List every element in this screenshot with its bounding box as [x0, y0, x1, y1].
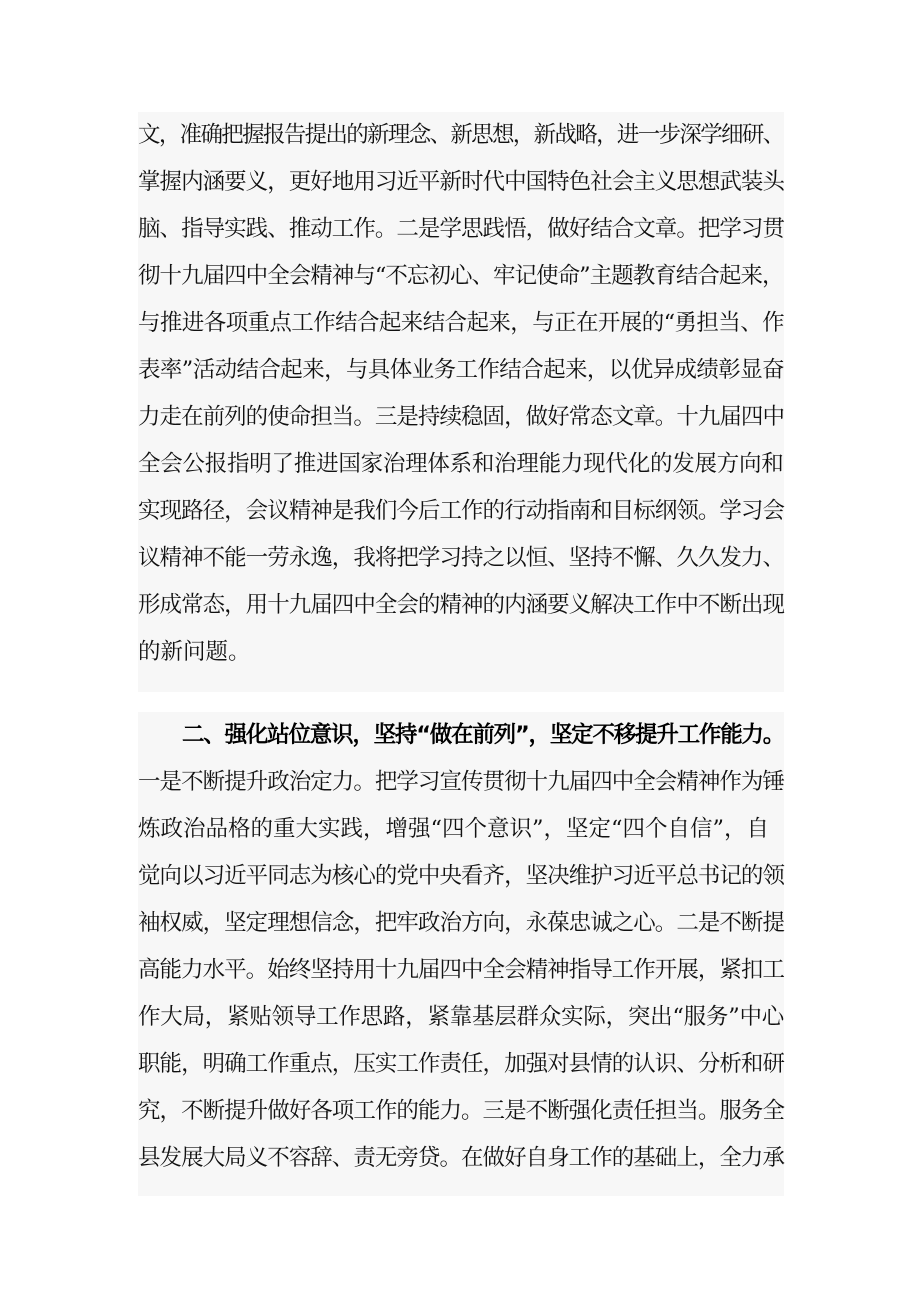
paragraph-2-line: 炼政治品格的重大实践，增强“四个意识”，坚定“四个自信”，自 [138, 816, 770, 842]
paragraph-1-line: 掌握内涵要义，更好地用习近平新时代中国特色社会主义思想武装头 [138, 169, 785, 195]
paragraph-1-line: 脑、指导实践、推动工作。二是学思践悟，做好结合文章。把学习贯 [138, 216, 785, 242]
paragraph-1-line: 彻十九届四中全会精神与“不忘初心、牢记使命”主题教育结合起来， [138, 263, 784, 289]
paragraph-1-line: 文，准确把握报告提出的新理念、新思想，新战略，进一步深学细研、 [138, 122, 784, 148]
paragraph-1-line: 的新问题。 [138, 639, 251, 665]
paragraph-2-line: 一是不断提升政治定力。把学习宣传贯彻十九届四中全会精神作为锤 [138, 769, 785, 795]
paragraph-1-line: 与推进各项重点工作结合起来结合起来，与正在开展的“勇担当、作 [138, 310, 785, 336]
paragraph-1-line: 全会公报指明了推进国家治理体系和治理能力现代化的发展方向和 [138, 451, 784, 477]
paragraph-2-line: 县发展大局义不容辞、责无旁贷。在做好自身工作的基础上，全力承 [138, 1145, 785, 1171]
paragraph-1-line: 议精神不能一劳永逸，我将把学习持之以恒、坚持不懈、久久发力、 [138, 545, 785, 571]
section-2-heading: 二、强化站位意识，坚持“做在前列”，坚定不移提升工作能力。 [182, 722, 785, 748]
paragraph-1-line: 力走在前列的使命担当。三是持续稳固，做好常态文章。十九届四中 [138, 404, 785, 430]
paragraph-2-line: 觉向以习近平同志为核心的党中央看齐，坚决维护习近平总书记的领 [138, 863, 785, 889]
paragraph-1-line: 实现路径，会议精神是我们今后工作的行动指南和目标纲领。学习会 [138, 498, 785, 524]
paragraph-2-line: 高能力水平。始终坚持用十九届四中全会精神指导工作开展，紧扣工 [138, 957, 785, 983]
paragraph-1-line: 形成常态，用十九届四中全会的精神的内涵要义解决工作中不断出现 [138, 592, 785, 618]
paragraph-2-line: 袖权威，坚定理想信念，把牢政治方向，永葆忠诚之心。二是不断提 [138, 910, 785, 936]
paragraph-2-line: 作大局，紧贴领导工作思路，紧靠基层群众实际，突出“服务”中心 [138, 1004, 785, 1030]
paragraph-2-line: 究，不断提升做好各项工作的能力。三是不断强化责任担当。服务全 [138, 1098, 785, 1124]
paragraph-1-line: 表率”活动结合起来，与具体业务工作结合起来，以优异成绩彰显奋 [138, 357, 785, 383]
paragraph-2-line: 职能，明确工作重点，压实工作责任，加强对县情的认识、分析和研 [138, 1051, 785, 1077]
